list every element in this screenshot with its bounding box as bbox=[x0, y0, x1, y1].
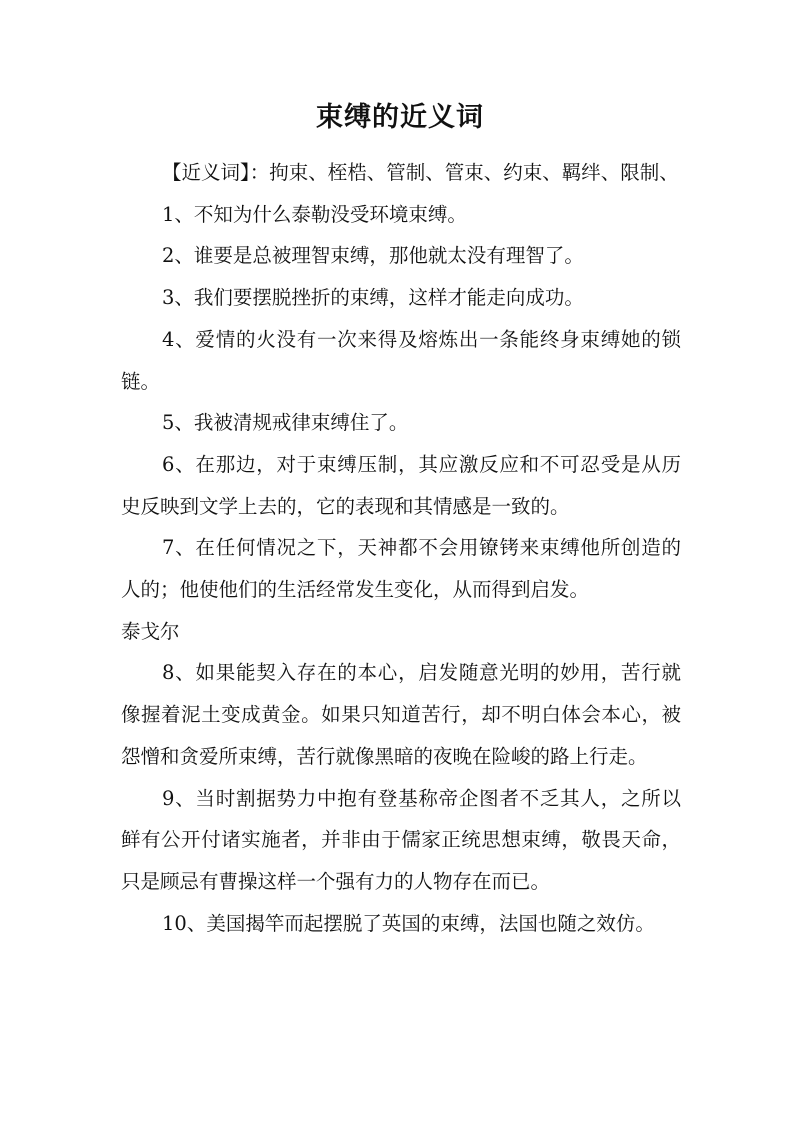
example-sentence-5: 5、我被清规戒律束缚住了。 bbox=[162, 411, 409, 435]
example-sentence-6: 6、在那边，对于束缚压制，其应激反应和不可忍受是从历史反映到文学上去的，它的表现和其情感是一致的。 bbox=[121, 452, 681, 518]
sentence-attribution: 泰戈尔 bbox=[121, 619, 180, 643]
example-sentence-10: 10、美国揭竿而起摆脱了英国的束缚，法国也随之效仿。 bbox=[162, 911, 655, 935]
example-sentence-3: 3、我们要摆脱挫折的束缚，这样才能走向成功。 bbox=[162, 286, 584, 310]
example-sentence-4: 4、爱情的火没有一次来得及熔炼出一条能终身束缚她的锁链。 bbox=[121, 327, 681, 393]
example-sentence-9: 9、当时割据势力中抱有登基称帝企图者不乏其人，之所以鲜有公开付诸实施者，并非由于儒家正统思想束缚，敬畏天命，只是顾忌有曹操这样一个强有力的人物存在而已。 bbox=[121, 786, 681, 893]
example-sentence-1: 1、不知为什么泰勒没受环境束缚。 bbox=[162, 202, 467, 226]
example-sentence-7: 7、在任何情况之下，天神都不会用镣铐来束缚他所创造的人的；他使他们的生活经常发生变化，从而得到启发。 bbox=[121, 536, 681, 602]
example-sentence-8: 8、如果能契入存在的本心，启发随意光明的妙用，苦行就像握着泥土变成黄金。如果只知道苦行，却不明白体会本心，被怨憎和贪爱所束缚，苦行就像黑暗的夜晚在险峻的路上行走。 bbox=[121, 661, 681, 768]
example-sentence-2: 2、谁要是总被理智束缚，那他就太没有理智了。 bbox=[162, 244, 584, 268]
synonym-paragraph: 【近义词】：拘束、桎梏、管制、管束、约束、羁绊、限制、 bbox=[162, 161, 679, 184]
document-title: 束缚的近义词 bbox=[316, 102, 484, 133]
document-body bbox=[121, 152, 681, 944]
